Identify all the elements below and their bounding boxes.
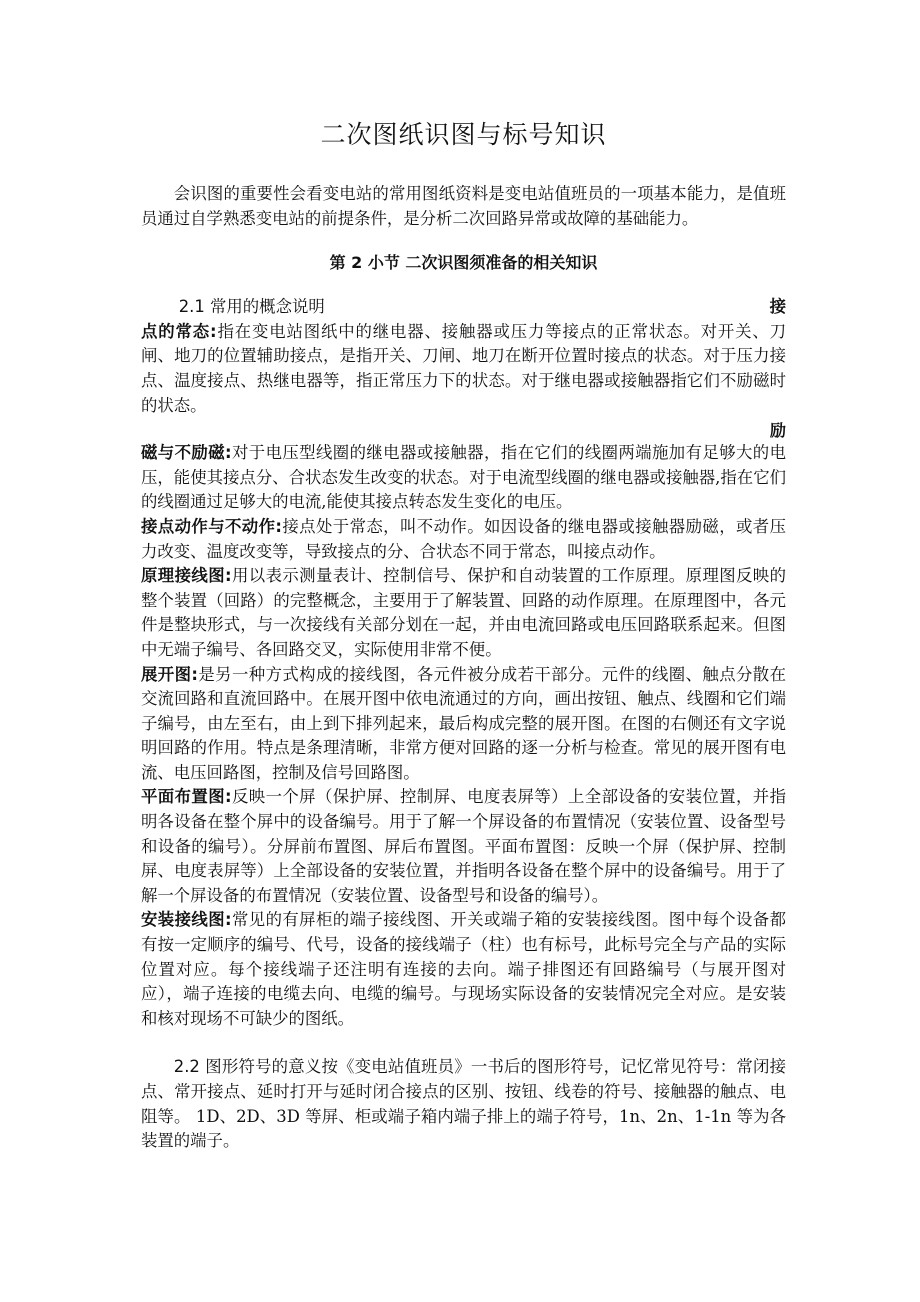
subsection-2-1-heading [141, 295, 786, 320]
document-title: 二次图纸识图与标号知识 [320, 120, 607, 149]
definition-body: 是另一种方式构成的接线图，各元件被分成若干部分。元件的线圈、触点分散在交流回路和直流回路中。在展开图中依电流通过的方向，画出按钮、触点、线圈和它们端子编号，由左至右，由上到下排列起来，最后构成完整的展开图。在图的右侧还有文字说明回路的作用。特点是条理清晰，非常方便对回路的逐一分析与检查。常见的展开图有电流、电压回路图，控制及信号回路图。 [141, 664, 787, 782]
definition-body: 对于电压型线圈的继电器或接触器，指在它们的线圈两端施加有足够大的电压，能使其接点分、合状态发生改变的状态。对于电流型线圈的继电器或接触器,指在它们的线圈通过足够大的电流,能使其接点转态发生变化的电压。 [141, 443, 786, 512]
section-heading: 第 2 小节 二次识图须准备的相关知识 [329, 253, 598, 273]
subsection-2-1-label: 常用的概念说明 [210, 297, 325, 317]
term-label: 平面布置图: [141, 787, 232, 807]
definition-contact-action [141, 515, 786, 564]
subsection-2-2-number: 2.2 [173, 1057, 200, 1077]
paragraph-gap [141, 1031, 786, 1055]
definition-body: 指在变电站图纸中的继电器、接触器或压力等接点的正常状态。对开关、刀闸、地刀的位置辅助接点，是指开关、刀闸、地刀在断开位置时接点的状态。对于压力接点、温度接点、热继电器等，指正常压力下的状态。对于继电器或接触器指它们不励磁时的状态。 [141, 321, 786, 415]
term-label: 磁与不励磁: [141, 443, 232, 463]
definition-body: 用以表示测量表计、控制信号、保护和自动装置的工作原理。原理图反映的整个装置（回路）的完整概念，主要用于了解装置、回路的动作原理。在原理图中，各元件是整块形式，与一次接线有关部分划在一起，并由电流回路或电压回路联系起来。但图中无端子编号、各回路交叉，实际使用非常不便。 [141, 566, 786, 659]
term-label: 接点动作与不动作: [141, 516, 282, 536]
definition-body: 常见的有屏柜的端子接线图、开关或端子箱的安装接线图。图中每个设备都有按一定顺序的编号、代号，设备的接线端子（柱）也有标号，此标号完全与产品的实际位置对应。每个接线端子还注明有连接的去向。端子排图还有回路编号（与展开图对应），端子连接的电缆去向、电缆的编号。与现场实际设备的安装情况完全对应。是安装和核对现场不可缺少的图纸。 [141, 910, 786, 1028]
subsection-2-2-paragraph [141, 1055, 786, 1153]
subsection-2-1-title [179, 295, 325, 320]
definition-schematic-diagram [141, 564, 786, 662]
definition-trailing-char: 励 [769, 421, 786, 441]
subsection-2-1-trailing-char: 接 [769, 297, 786, 317]
term-label: 安装接线图: [141, 910, 232, 930]
definition-body: 接点处于常态，叫不动作。如因设备的继电器或接触器励磁，或者压力改变、温度改变等，导致接点的分、合状态不同于常态，叫接点动作。 [141, 516, 786, 561]
subsection-2-2-text: 图形符号的意义按《变电站值班员》一书后的图形符号，记忆常见符号：常闭接点、常开接点、延时打开与延时闭合接点的区别、按钮、线卷的符号、接触器的触点、电阻等。 1D、2D、3D 等屏、柜或端子箱内端子排上的端子符号，1n、2n、1-1n 等为各装置的端子。 [141, 1057, 786, 1151]
definition-contact-normal-state [141, 320, 786, 418]
term-label: 原理接线图: [141, 566, 232, 586]
term-label: 展开图: [141, 664, 198, 684]
term-label: 点的常态: [141, 321, 217, 341]
definition-layout-diagram [141, 785, 786, 908]
subsection-2-1-number: 2.1 [178, 297, 205, 317]
intro-paragraph: 会识图的重要性会看变电站的常用图纸资料是变电站值班员的一项基本能力，是值班员通过自学熟悉变电站的前提条件，是分析二次回路异常或故障的基础能力。 [141, 184, 786, 228]
definition-expanded-diagram [141, 663, 786, 786]
document-page [141, 118, 786, 1154]
definition-trailing-line [141, 418, 786, 441]
definition-body: 反映一个屏（保护屏、控制屏、电度表屏等）上全部设备的安装位置，并指明各设备在整个屏中的设备编号。用于了解一个屏设备的布置情况（安装位置、设备型号和设备的编号）。分屏前布置图、屏后布置图。平面布置图：反映一个屏（保护屏、控制屏、电度表屏等）上全部设备的安装位置，并指明各设备在整个屏中的设备编号。用于了解一个屏设备的布置情况（安装位置、设备型号和设备的编号）。 [141, 787, 786, 905]
definition-installation-wiring [141, 908, 786, 1031]
definition-excitation [141, 441, 786, 515]
